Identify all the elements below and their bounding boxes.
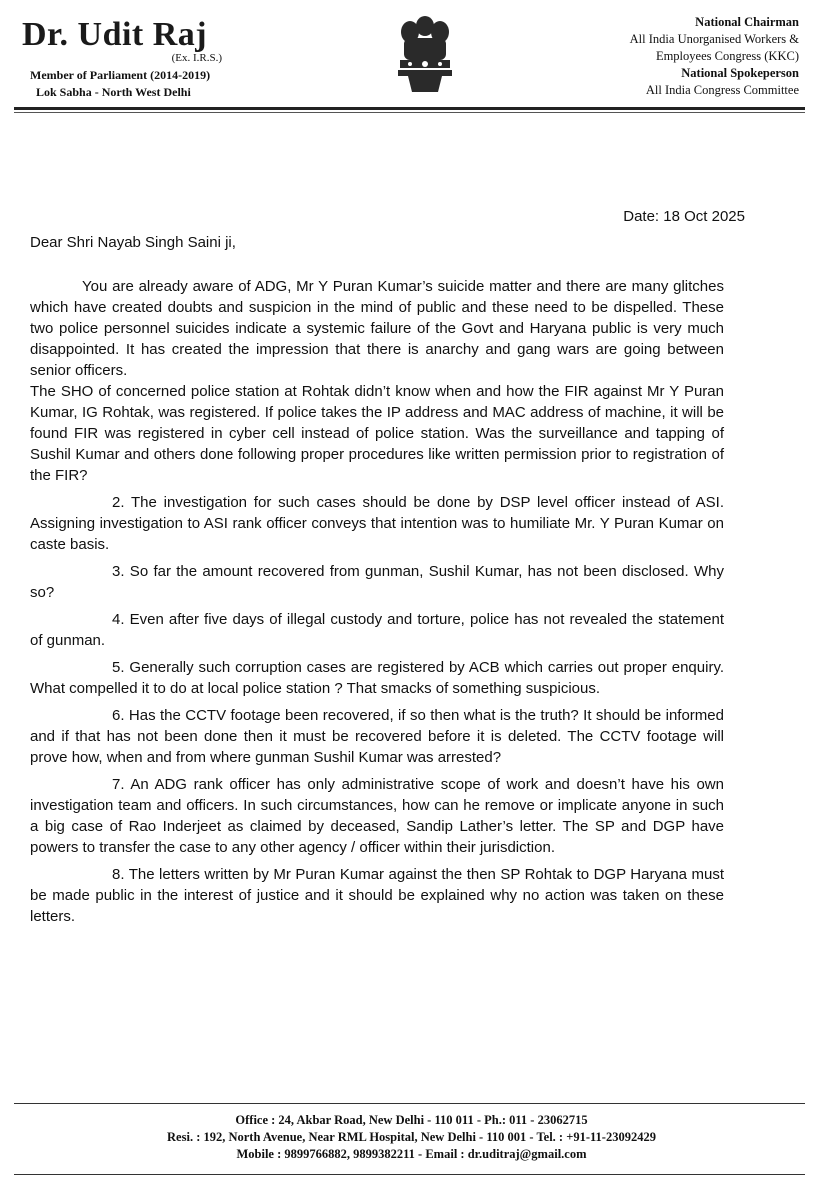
paragraph-point-3: 3. So far the amount recovered from gunman, Sushil Kumar, has not been disclosed. Why so? xyxy=(30,563,724,601)
footer-residence: Resi. : 192, North Avenue, Near RML Hospital, New Delhi - 110 001 - Tel. : +91-11-23092429 xyxy=(167,1130,656,1144)
paragraph-point-8: 8. The letters written by Mr Puran Kumar against the then SP Rohtak to DGP Haryana must be made public in the interest of justice and it should be explained why no action was taken on these letters. xyxy=(30,866,724,925)
org-kkc-line1: All India Unorganised Workers & xyxy=(629,32,799,46)
sender-name: Dr. Udit Raj xyxy=(22,16,208,53)
footer-contact: Mobile : 9899766882, 9899382211 - Email : dr.uditraj@gmail.com xyxy=(236,1147,587,1161)
paragraph-point-6: 6. Has the CCTV footage been recovered, if so then what is the truth? It should be informed and if that has not been done then it must be recovered before it is deleted. The CCTV footage will prove how, when and from where gunman Sushil Kumar was arrested? xyxy=(30,707,724,766)
footer-rule-top xyxy=(14,1103,805,1104)
sender-constituency: Lok Sabha - North West Delhi xyxy=(36,85,191,99)
footer xyxy=(0,1112,823,1163)
national-emblem-icon xyxy=(390,12,460,100)
paragraph-point-2: 2. The investigation for such cases should be done by DSP level officer instead of ASI. Assigning investigation to ASI rank officer conveys that intention was to humiliate Mr. Y Puran Kumar on caste basis. xyxy=(30,494,724,553)
letterhead-right xyxy=(529,14,799,99)
header-rule xyxy=(14,107,805,110)
letterhead-left xyxy=(22,16,232,100)
letter-body xyxy=(30,276,724,933)
org-aicc: All India Congress Committee xyxy=(645,83,799,97)
paragraph-intro: You are already aware of ADG, Mr Y Puran Kumar’s suicide matter and there are many glitches which have created doubts and suspicion in the mind of public and these need to be dispelled. These two police personnel suicides indicate a systemic failure of the Govt and Haryana public is very much disappointed. It has created the impression that there is anarchy and gang wars are going between senior officers. xyxy=(30,278,724,379)
letter-date: Date: 18 Oct 2025 xyxy=(623,208,745,225)
footer-office: Office : 24, Akbar Road, New Delhi - 110 011 - Ph.: 011 - 23062715 xyxy=(235,1113,588,1127)
sender-qualification: (Ex. I.R.S.) xyxy=(171,52,222,64)
footer-rule-bottom xyxy=(14,1174,805,1175)
org-kkc-line2: Employees Congress (KKC) xyxy=(655,49,799,63)
paragraph-point-7: 7. An ADG rank officer has only administrative scope of work and doesn’t have his own investigation team and officers. In such circumstances, how can he remove or implicate anyone in such a big case of Rao Inderjeet as claimed by deceased, Sandip Lather’s letter. The SP and DGP have powers to transfer the case to any other agency / officer within their jurisdiction. xyxy=(30,776,724,856)
paragraph-point-4: 4. Even after five days of illegal custody and torture, police has not revealed the statement of gunman. xyxy=(30,611,724,649)
header-rule-thin xyxy=(14,112,805,113)
role-chairman: National Chairman xyxy=(695,15,799,29)
sender-membership: Member of Parliament (2014-2019) xyxy=(30,68,211,82)
paragraph-fir: The SHO of concerned police station at Rohtak didn’t know when and how the FIR against Mr Y Puran Kumar, IG Rohtak, was registered. If police takes the IP address and MAC address of machine, it will be found FIR was registered in cyber cell instead of police station. Was the surveillance and tapping of Sushil Kumar and others done following proper procedures like written permission prior to registration of the FIR? xyxy=(30,383,724,484)
salutation: Dear Shri Nayab Singh Saini ji, xyxy=(30,234,236,251)
role-spokesperson: National Spokeperson xyxy=(681,66,799,80)
paragraph-point-5: 5. Generally such corruption cases are registered by ACB which carries out proper enquiry. What compelled it to do at local police station ? That smacks of something suspicious. xyxy=(30,659,724,697)
